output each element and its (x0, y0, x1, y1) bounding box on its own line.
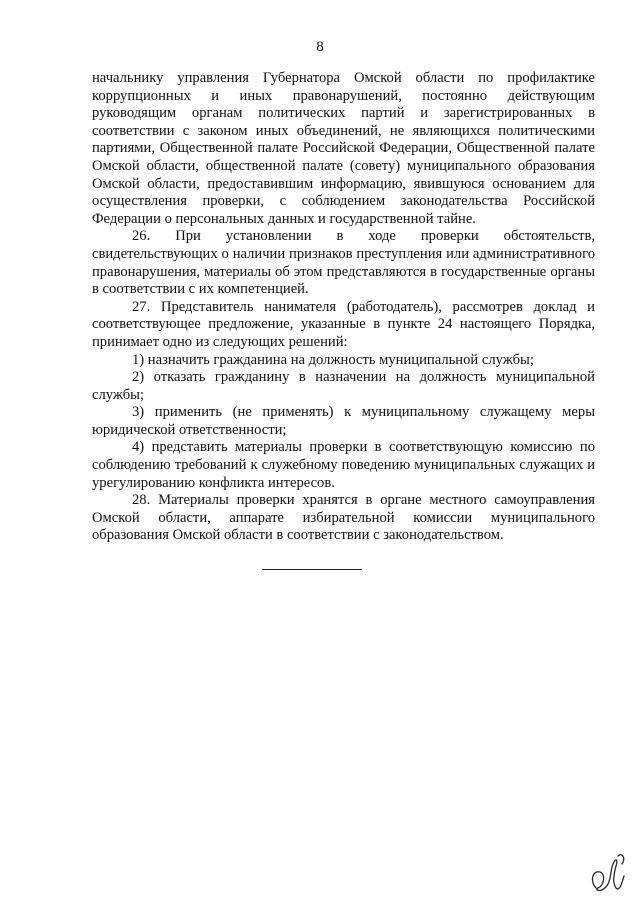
handwritten-initials (588, 848, 628, 896)
paragraph-28: 28. Материалы проверки хранятся в органе местного самоуправления Омской области, аппарате избирательной комиссии муниципального образования Омской области в соответствии с законодательством. (92, 492, 595, 544)
paragraph-continuation: начальнику управления Губернатора Омской области по профилактике коррупционных и иных правонарушений, постоянно действующим руководящим органам политических партий и зарегистрированных в соответствии с законом иных объединений, не являющихся политическими партиями, Общественной палате Российской Федерации, Общественной палате Омской области, общественной палате (совету) муниципального образования Омской области, предоставившим информацию, явившуюся основанием для осуществления проверки, с соблюдением законодательства Российской Федерации о персональных данных и государственной тайне. (92, 70, 595, 227)
page-number: 8 (316, 39, 324, 55)
paragraph-26: 26. При установлении в ходе проверки обстоятельств, свидетельствующих о наличии признаков преступления или административного правонарушения, материалы об этом представляются в государственные органы в соответствии с их компетенцией. (92, 228, 595, 298)
list-item-27-2: 2) отказать гражданину в назначении на должность муниципальной службы; (92, 369, 595, 403)
end-divider (262, 569, 362, 570)
list-item-27-1: 1) назначить гражданина на должность муниципальной службы; (132, 351, 534, 368)
document-body (92, 70, 595, 545)
list-item-27-3: 3) применить (не применять) к муниципальному служащему меры юридической ответственности; (92, 404, 595, 438)
paragraph-27: 27. Представитель нанимателя (работодатель), рассмотрев доклад и соответствующее предложение, указанные в пункте 24 настоящего Порядка, принимает одно из следующих решений: (92, 298, 595, 350)
list-item-27-4: 4) представить материалы проверки в соответствующую комиссию по соблюдению требований к служебному поведению муниципальных служащих и урегулированию конфликта интересов. (92, 439, 595, 491)
